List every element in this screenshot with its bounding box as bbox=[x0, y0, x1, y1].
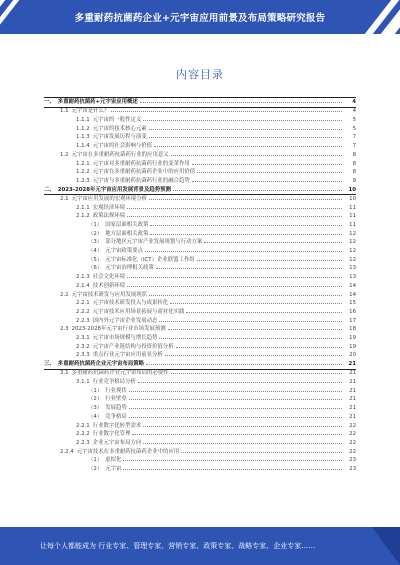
toc-entry[interactable] bbox=[44, 317, 356, 326]
toc-entry-number: 1.1 bbox=[60, 108, 69, 115]
toc-entry[interactable] bbox=[44, 351, 356, 360]
toc-entry[interactable] bbox=[44, 238, 356, 247]
toc-leader-dots bbox=[171, 155, 342, 156]
toc-entry-number: （3） bbox=[88, 405, 103, 412]
toc-leader-dots bbox=[129, 408, 342, 409]
toc-entry-title: 国家层面相关政策 bbox=[105, 222, 149, 228]
toc-entry-title: 技术创新环境 bbox=[92, 282, 126, 289]
toc-entry-number: 2.2 bbox=[60, 291, 69, 298]
toc-entry[interactable] bbox=[44, 422, 356, 431]
toc-leader-dots bbox=[143, 443, 342, 444]
toc-entry-number: 三、 bbox=[44, 361, 55, 367]
toc-leader-dots bbox=[149, 295, 342, 296]
toc-entry-page: 22 bbox=[349, 422, 356, 429]
toc-entry[interactable] bbox=[44, 177, 356, 186]
toc-entry[interactable] bbox=[44, 456, 356, 465]
toc-entry[interactable] bbox=[44, 439, 356, 448]
toc-entry-page: 22 bbox=[349, 448, 356, 455]
table-of-contents bbox=[44, 98, 356, 474]
toc-entry-title: 多重耐药抗菌药企业元宇宙布局的必要性 bbox=[71, 370, 169, 377]
toc-entry-title: 行业数字化转型需求 bbox=[92, 422, 142, 429]
toc-leader-dots bbox=[123, 469, 342, 470]
toc-entry-number: 2.3.2 bbox=[76, 343, 90, 350]
toc-entry[interactable] bbox=[44, 334, 356, 343]
toc-entry[interactable] bbox=[44, 343, 356, 352]
toc-entry[interactable] bbox=[44, 395, 356, 404]
toc-entry-number: 2.1.3 bbox=[76, 274, 90, 281]
toc-entry-number: 1.2 bbox=[60, 151, 69, 158]
toc-entry-title: 元宇宙与多重耐药抗菌药行业的融合趋势 bbox=[92, 177, 190, 184]
toc-entry-title: 元宇宙治理相关政策 bbox=[105, 265, 154, 272]
toc-entry[interactable] bbox=[44, 299, 356, 308]
toc-leader-dots bbox=[171, 373, 342, 374]
toc-leader-dots bbox=[127, 208, 342, 209]
toc-leader-dots bbox=[145, 251, 342, 252]
toc-leader-dots bbox=[159, 338, 342, 339]
toc-entry-page: 13 bbox=[349, 274, 356, 281]
toc-entry[interactable] bbox=[44, 116, 356, 125]
toc-entry[interactable] bbox=[44, 465, 356, 474]
toc-leader-dots bbox=[192, 181, 342, 182]
toc-entry-title: 元宇宙对多重耐药抗菌药行业的变革作用 bbox=[92, 160, 190, 167]
toc-entry-title: 多重耐药抗菌药企业元宇宙布局策略 bbox=[57, 361, 145, 367]
toc-entry[interactable] bbox=[44, 448, 356, 457]
toc-entry-title: 行业数字化管理 bbox=[92, 431, 131, 438]
toc-entry-title: 元宇宙的技术核心元素 bbox=[92, 125, 147, 132]
toc-leader-dots bbox=[204, 242, 342, 243]
toc-entry[interactable] bbox=[44, 142, 356, 151]
toc-entry[interactable] bbox=[44, 230, 356, 239]
toc-entry-page: 11 bbox=[349, 213, 356, 220]
toc-entry-number: 2.2.3 bbox=[76, 317, 90, 324]
toc-leader-dots bbox=[154, 146, 342, 147]
toc-entry-page: 21 bbox=[349, 405, 356, 412]
toc-leader-dots bbox=[111, 111, 342, 112]
toc-leader-dots bbox=[192, 164, 342, 165]
toc-entry-number: 2.2.1 bbox=[76, 422, 90, 429]
toc-entry-page: 17 bbox=[349, 317, 356, 324]
toc-entry-page: 5 bbox=[352, 125, 356, 132]
toc-entry-title: 社会文化环境 bbox=[92, 274, 126, 281]
toc-entry-title: 元宇宙技术研发投入与成果转化 bbox=[92, 300, 169, 307]
toc-leader-dots bbox=[123, 460, 342, 461]
toc-entry-page: 9 bbox=[352, 177, 356, 184]
toc-entry-page: 13 bbox=[349, 265, 356, 272]
toc-entry[interactable] bbox=[44, 308, 356, 317]
toc-entry[interactable] bbox=[44, 369, 356, 378]
toc-entry[interactable] bbox=[44, 107, 356, 116]
toc-leader-dots bbox=[129, 399, 342, 400]
toc-entry[interactable] bbox=[44, 264, 356, 273]
toc-entry-number: 1.1.4 bbox=[76, 143, 90, 150]
toc-entry-page: 4 bbox=[352, 108, 356, 115]
toc-entry-number: 2.3 bbox=[60, 326, 69, 333]
toc-entry-number: 2.1.1 bbox=[76, 204, 90, 211]
toc-entry-title: 元宇宙的一般性定义 bbox=[92, 117, 142, 124]
toc-leader-dots bbox=[149, 137, 342, 138]
toc-entry[interactable] bbox=[44, 291, 356, 300]
toc-entry-title: 地方层面相关政策 bbox=[105, 230, 149, 237]
toc-leader-dots bbox=[138, 382, 342, 383]
toc-entry-page: 21 bbox=[349, 413, 356, 420]
report-title: 多重耐药抗菌药企业+元宇宙应用前景及布局策略研究报告 bbox=[74, 13, 326, 24]
toc-entry-number: 1.1.2 bbox=[76, 125, 90, 132]
toc-entry-page: 22 bbox=[349, 431, 356, 438]
toc-entry-page: 7 bbox=[352, 134, 356, 141]
toc-entry-page: 22 bbox=[349, 439, 356, 446]
toc-entry-page: 12 bbox=[349, 239, 356, 246]
toc-entry-page: 8 bbox=[352, 169, 356, 176]
toc-leader-dots bbox=[127, 216, 342, 217]
toc-entry[interactable] bbox=[44, 360, 356, 369]
toc-leader-dots bbox=[173, 190, 342, 191]
toc-leader-dots bbox=[129, 391, 342, 392]
toc-leader-dots bbox=[197, 172, 342, 173]
toc-entry-page: 10 bbox=[349, 195, 356, 202]
toc-entry-page: 21 bbox=[349, 387, 356, 394]
toc-entry-page: 5 bbox=[352, 117, 356, 124]
toc-entry-title: 宏观经济环境 bbox=[92, 204, 126, 211]
toc-entry-title: 元宇宙技术研发与应用发展现状 bbox=[71, 291, 148, 298]
toc-entry-number: 1.2.3 bbox=[76, 177, 90, 184]
toc-entry-number: 1.2.1 bbox=[76, 160, 90, 167]
toc-entry-page: 21 bbox=[349, 379, 356, 386]
toc-entry-title: 2023-2028年元宇宙行业市场发展预测 bbox=[71, 326, 166, 333]
toc-entry[interactable] bbox=[44, 273, 356, 282]
toc-entry-number: 2.2.2 bbox=[76, 431, 90, 438]
toc-entry[interactable] bbox=[44, 212, 356, 221]
toc-entry-page: 4 bbox=[352, 99, 356, 105]
toc-leader-dots bbox=[140, 102, 342, 103]
toc-entry-page: 8 bbox=[352, 151, 356, 158]
toc-leader-dots bbox=[132, 434, 342, 435]
toc-entry-title: 元宇宙在多重耐药抗菌药行业的应用意义 bbox=[71, 151, 169, 158]
toc-entry[interactable] bbox=[44, 160, 356, 169]
toc-leader-dots bbox=[181, 452, 342, 453]
toc-leader-dots bbox=[127, 277, 342, 278]
toc-entry-number: （4） bbox=[88, 413, 103, 420]
toc-entry-title: 元宇宙的社会影响与价值 bbox=[92, 143, 153, 150]
toc-entry-title: 元宇宙是什么？ bbox=[71, 108, 110, 115]
toc-entry-page: 8 bbox=[352, 160, 356, 167]
toc-entry[interactable] bbox=[44, 378, 356, 387]
toc-entry-page: 7 bbox=[352, 143, 356, 150]
toc-entry-page: 12 bbox=[349, 256, 356, 263]
toc-entry-number: 2.2.4 bbox=[60, 448, 74, 455]
toc-entry-title: 2023-2028年元宇宙应用发展背景及趋势预测 bbox=[57, 186, 171, 193]
toc-leader-dots bbox=[143, 426, 342, 427]
toc-leader-dots bbox=[150, 225, 342, 226]
toc-entry[interactable] bbox=[44, 168, 356, 177]
toc-entry-title: 元宇宙政策要点 bbox=[105, 248, 143, 255]
toc-entry-page: 18 bbox=[349, 326, 356, 333]
toc-entry-page: 16 bbox=[349, 308, 356, 315]
toc-entry-title: 重点行业元宇宙应用前景分析 bbox=[92, 352, 163, 359]
toc-entry-page: 20 bbox=[349, 352, 356, 359]
toc-entry-page: 12 bbox=[349, 248, 356, 255]
toc-entry-title: 政策法规环境 bbox=[92, 213, 126, 220]
toc-entry-title: 企业元宇宙布局方向 bbox=[92, 439, 142, 446]
toc-entry-title: 元宇宙技术在多重耐药抗菌药企业中的应用 bbox=[76, 448, 180, 455]
toc-entry-title: 元宇宙 bbox=[105, 465, 122, 472]
toc-leader-dots bbox=[156, 268, 342, 269]
toc-entry-title: 行业壁垒 bbox=[105, 396, 127, 403]
toc-entry-number: （1） bbox=[88, 222, 103, 228]
toc-entry[interactable] bbox=[44, 151, 356, 160]
toc-entry-number: 2.2.1 bbox=[76, 300, 90, 307]
toc-entry[interactable] bbox=[44, 125, 356, 134]
toc-leader-dots bbox=[170, 303, 342, 304]
toc-entry-title: 元宇宙在多重耐药抗菌药企业中的应用价值 bbox=[92, 169, 196, 176]
toc-entry-number: （1） bbox=[88, 387, 103, 394]
toc-entry[interactable] bbox=[44, 325, 356, 334]
toc-entry[interactable] bbox=[44, 413, 356, 422]
toc-entry-page: 23 bbox=[349, 457, 356, 464]
toc-entry-number: （5） bbox=[88, 256, 103, 263]
toc-entry[interactable] bbox=[44, 282, 356, 291]
toc-entry-page: 19 bbox=[349, 334, 356, 341]
toc-entry-number: （3） bbox=[88, 239, 103, 246]
toc-entry-title: 元宇宙发展历程与演变 bbox=[92, 134, 147, 141]
toc-entry-title: 国内外元宇宙企业发展动态 bbox=[92, 317, 158, 324]
toc-entry[interactable] bbox=[44, 221, 356, 230]
toc-entry-number: 一、 bbox=[44, 99, 55, 105]
toc-entry[interactable] bbox=[44, 247, 356, 256]
toc-entry-title: 部分地区元宇宙产业发展规划与行动方案 bbox=[105, 239, 203, 246]
toc-leader-dots bbox=[150, 234, 342, 235]
toc-entry[interactable] bbox=[44, 404, 356, 413]
toc-entry-title: 元宇宙产业链结构与投资价值分析 bbox=[92, 343, 174, 350]
toc-entry-number: 2.3.3 bbox=[76, 352, 90, 359]
toc-entry-title: 发展趋势 bbox=[105, 405, 127, 412]
toc-leader-dots bbox=[146, 364, 342, 365]
toc-heading: 内容目录 bbox=[176, 68, 224, 81]
toc-entry-page: 21 bbox=[349, 370, 356, 377]
toc-entry-title: 元宇宙市场规模与增长趋势 bbox=[92, 334, 158, 341]
toc-entry-title: 行业竞争格局分析 bbox=[92, 379, 136, 386]
toc-entry-number: 二、 bbox=[44, 186, 55, 193]
toc-entry-number: 1.1.3 bbox=[76, 134, 90, 141]
toc-entry-number: 2.2.2 bbox=[76, 308, 90, 315]
toc-entry-page: 14 bbox=[349, 291, 356, 298]
toc-leader-dots bbox=[159, 321, 342, 322]
toc-entry[interactable] bbox=[44, 430, 356, 439]
toc-leader-dots bbox=[149, 129, 342, 130]
toc-entry-page: 19 bbox=[349, 343, 356, 350]
toc-entry[interactable] bbox=[44, 98, 356, 107]
toc-entry[interactable] bbox=[44, 195, 356, 204]
toc-entry-number: （1） bbox=[88, 457, 103, 464]
toc-entry-number: （2） bbox=[88, 465, 103, 472]
toc-leader-dots bbox=[143, 120, 342, 121]
toc-leader-dots bbox=[197, 260, 342, 261]
footer-band bbox=[0, 527, 400, 565]
toc-entry[interactable] bbox=[44, 186, 356, 195]
toc-entry-title: 元宇宙标准化（ICT）企业联盟工作组 bbox=[105, 256, 195, 263]
toc-entry[interactable] bbox=[44, 204, 356, 213]
footer-corner-decoration bbox=[372, 527, 400, 565]
toc-entry-title: 多重耐药抗菌药+元宇宙应用概述 bbox=[57, 99, 138, 105]
toc-entry-number: （2） bbox=[88, 230, 103, 237]
toc-leader-dots bbox=[127, 286, 342, 287]
toc-entry-title: 竞争格局 bbox=[105, 413, 127, 420]
toc-entry-page: 23 bbox=[349, 465, 356, 472]
toc-entry-page: 21 bbox=[349, 396, 356, 403]
toc-entry-page: 11 bbox=[349, 222, 356, 228]
toc-entry-page: 11 bbox=[349, 204, 356, 211]
toc-entry-number: 2.3.1 bbox=[76, 334, 90, 341]
footer-slogan: 让每个人都能成为 行业专家、管理专家、营销专家、政策专家、战略专家、企业专家…… bbox=[40, 542, 316, 550]
toc-entry-page: 15 bbox=[349, 300, 356, 307]
toc-leader-dots bbox=[129, 417, 342, 418]
toc-entry[interactable] bbox=[44, 387, 356, 396]
toc-entry-page: 12 bbox=[349, 230, 356, 237]
toc-entry-number: 3.1 bbox=[60, 370, 69, 377]
toc-entry-title: 元宇宙应用发展的宏观环境分析 bbox=[71, 195, 148, 202]
toc-entry[interactable] bbox=[44, 256, 356, 265]
toc-entry-number: （6） bbox=[88, 265, 103, 272]
toc-leader-dots bbox=[149, 199, 342, 200]
toc-leader-dots bbox=[186, 312, 342, 313]
toc-entry-title: 行业现状 bbox=[105, 387, 127, 394]
toc-entry-page: 21 bbox=[348, 361, 356, 367]
toc-entry-number: （4） bbox=[88, 248, 103, 255]
report-header-band bbox=[0, 0, 400, 34]
toc-entry-number: 1.2.2 bbox=[76, 169, 90, 176]
toc-leader-dots bbox=[165, 355, 342, 356]
toc-entry-title: 虚拟化 bbox=[105, 457, 122, 464]
toc-entry[interactable] bbox=[44, 133, 356, 142]
toc-entry-number: 3.1.1 bbox=[76, 379, 90, 386]
toc-leader-dots bbox=[176, 347, 342, 348]
toc-entry-page: 10 bbox=[348, 186, 356, 193]
toc-entry-number: 2.1 bbox=[60, 195, 69, 202]
toc-leader-dots bbox=[168, 329, 342, 330]
toc-entry-title: 元宇宙技术应用场景拓展与商业化实践 bbox=[92, 308, 185, 315]
toc-entry-number: 2.1.2 bbox=[76, 213, 90, 220]
toc-entry-page: 14 bbox=[349, 282, 356, 289]
toc-entry-number: 2.2.3 bbox=[76, 439, 90, 446]
toc-entry-number: 1.1.1 bbox=[76, 117, 90, 124]
toc-entry-number: （2） bbox=[88, 396, 103, 403]
toc-entry-number: 2.1.4 bbox=[76, 282, 90, 289]
